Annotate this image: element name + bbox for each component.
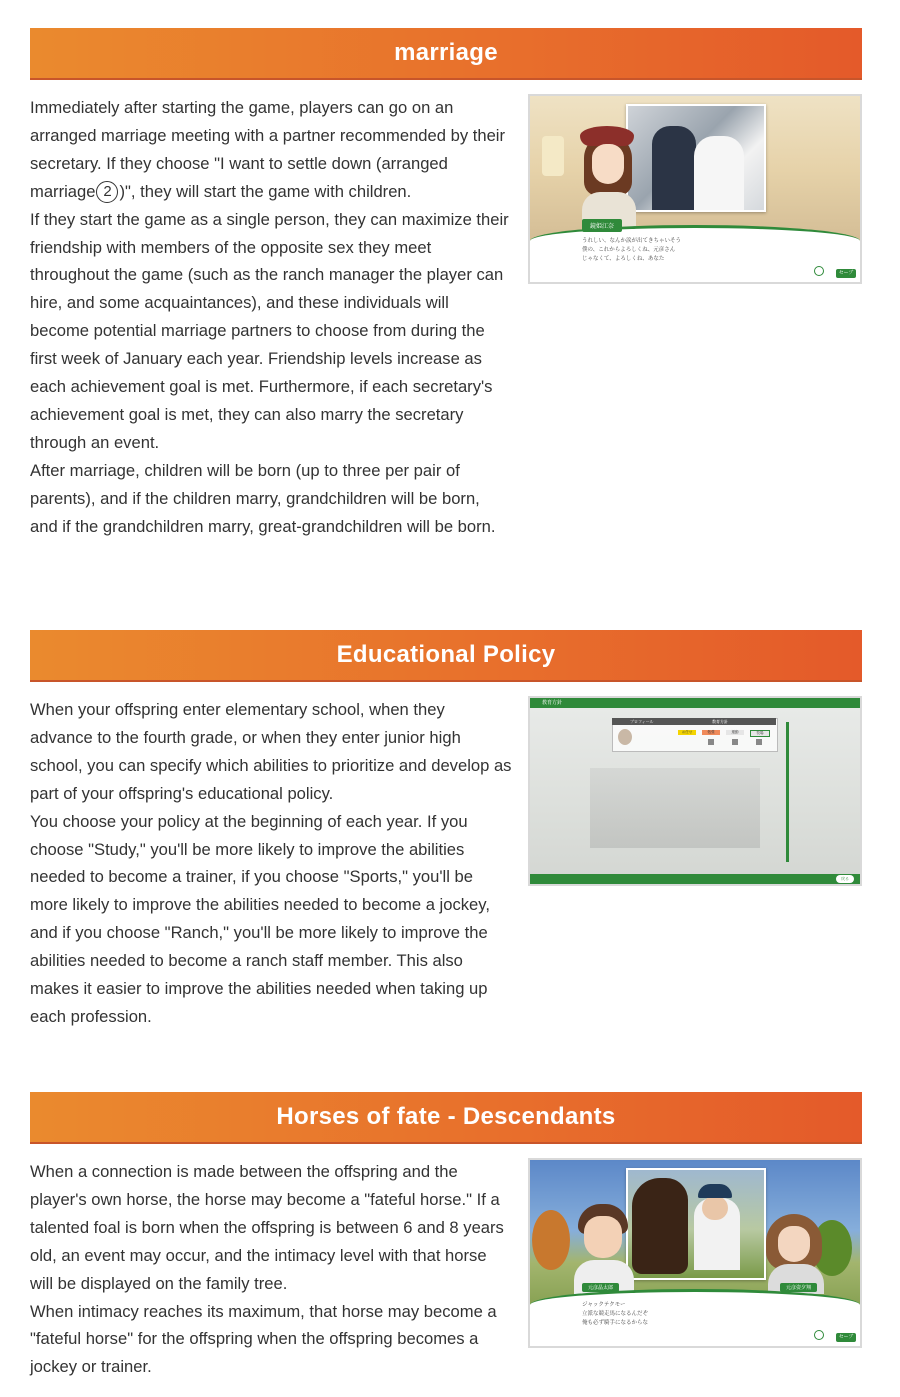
dialogue-line: 俺も必ず騎手になるからな xyxy=(582,1320,649,1326)
section-title: marriage xyxy=(30,28,862,78)
dialogue-line: 立派な競走馬になるんだぞ xyxy=(582,1311,649,1317)
back-button: 戻る xyxy=(836,875,854,883)
marriage-screenshot xyxy=(528,94,862,284)
paragraph: When your offspring enter elementary school, when they advance to the fourth grade, or when they enter junior high school, you can specify which abilities to prioritize and develop as part of your offspring's educational policy. xyxy=(30,700,512,803)
groom-figure xyxy=(652,126,696,210)
room-background xyxy=(590,768,760,848)
dialogue-line: うれしい、なんか涙が出てきちゃいそう xyxy=(582,238,682,244)
woman-face xyxy=(778,1226,810,1262)
check-box xyxy=(756,739,762,745)
dialogue-line: じゃなくて、よろしくね、あなた xyxy=(582,256,665,262)
paragraph: When a connection is made between the offspring and the player's own horse, the horse may become a "fateful horse." If a talented foal is born when the offspring is between 6 and 8 years old, an event may occur, and the intimacy level with that horse will be displayed on the family tree. xyxy=(30,1162,504,1293)
header-profile: プロフィール xyxy=(630,719,654,724)
check-box xyxy=(708,739,714,745)
bottom-bar xyxy=(530,874,860,884)
dialogue-box xyxy=(530,1285,860,1346)
advance-icon xyxy=(814,1330,824,1340)
section-marriage xyxy=(30,28,862,541)
education-screenshot xyxy=(528,696,862,886)
section-text xyxy=(30,94,512,541)
dialogue-box xyxy=(530,225,860,282)
save-button: セーブ xyxy=(836,269,856,278)
check-box xyxy=(732,739,738,745)
section-body xyxy=(30,1158,862,1381)
horse-figure xyxy=(632,1178,688,1274)
section-text xyxy=(30,1158,512,1381)
circled-number: 2 xyxy=(96,181,118,203)
horse-screenshot xyxy=(528,1158,862,1348)
policy-chip-auto: お任せ xyxy=(678,730,696,735)
bride-figure xyxy=(694,136,744,210)
child-avatar xyxy=(618,729,632,745)
section-text xyxy=(30,696,512,1031)
dialogue-line: 僕の、これからよろしくね、元彦さん xyxy=(582,247,676,253)
screen-title-bar: 教育方針 xyxy=(530,698,860,708)
boy-face xyxy=(584,1216,622,1258)
paragraph-text: )", they will start the game with children. xyxy=(119,181,412,201)
jockey-face xyxy=(702,1196,728,1220)
jockey-cap xyxy=(698,1184,732,1198)
section-horses-of-fate xyxy=(30,1092,862,1381)
wedding-photo xyxy=(626,104,766,212)
paragraph: If they start the game as a single person, they can maximize their friendship with members of the opposite sex they meet throughout the game (such as the ranch manager the player can hire, and some acquaintances), and these individuals will become potential marriage partners to choose from during the first week of January each year. Friendship levels increase as each achievement goal is met. Furthermore, if each secretary's achievement goal is met, they can also marry the secretary through an event. xyxy=(30,209,509,452)
panel-header xyxy=(612,718,776,725)
dialogue-line: ジャックテクモー xyxy=(582,1302,626,1308)
secretary-hat xyxy=(580,126,634,146)
paragraph xyxy=(30,94,512,206)
lamp-graphic xyxy=(542,136,564,176)
header-policy: 教育方針 xyxy=(712,719,728,724)
speaker-name-tag: 鏡姫江奈 xyxy=(582,219,622,232)
section-title: Horses of fate - Descendants xyxy=(30,1092,862,1142)
policy-chip-study: 勉強 xyxy=(702,730,720,735)
policy-chip-ranch: 牧場 xyxy=(750,730,770,737)
horse-photo xyxy=(626,1168,766,1280)
tree-graphic xyxy=(532,1210,570,1270)
advance-icon xyxy=(814,266,824,276)
section-title: Educational Policy xyxy=(30,630,862,680)
scroll-bar xyxy=(786,722,789,862)
section-body xyxy=(30,696,862,1031)
paragraph: After marriage, children will be born (up to three per pair of parents), and if the children marry, grandchildren will be born, and if the grandchildren marry, great-grandchildren will be born. xyxy=(30,460,496,536)
speaker-name-tag: 元彦晶太郎 xyxy=(582,1283,619,1292)
section-educational-policy xyxy=(30,630,862,1031)
secretary-face xyxy=(592,144,624,184)
paragraph: When intimacy reaches its maximum, that horse may become a "fateful horse" for the offspring when the offspring becomes a jockey or trainer. xyxy=(30,1301,497,1377)
speaker-name-tag: 元彦姿夕翔 xyxy=(780,1283,817,1292)
paragraph: You choose your policy at the beginning of each year. If you choose "Study," you'll be more likely to improve the abilities needed to become a trainer, if you choose "Sports," you'll be more likely to improve the abilities needed to become a jockey, and if you choose "Ranch," you'll be more likely to improve the abilities needed to become a ranch staff member. This also makes it easier to improve the abilities needed when taking up each profession. xyxy=(30,811,490,1026)
policy-chip-sports: 運動 xyxy=(726,730,744,735)
paragraph-text: Immediately after starting the game, players can go on an arranged marriage meeting with a partner recommended by their secretary. If they choose "I want to settle down (arranged marriage xyxy=(30,98,506,201)
section-body xyxy=(30,94,862,541)
save-button: セーブ xyxy=(836,1333,856,1342)
